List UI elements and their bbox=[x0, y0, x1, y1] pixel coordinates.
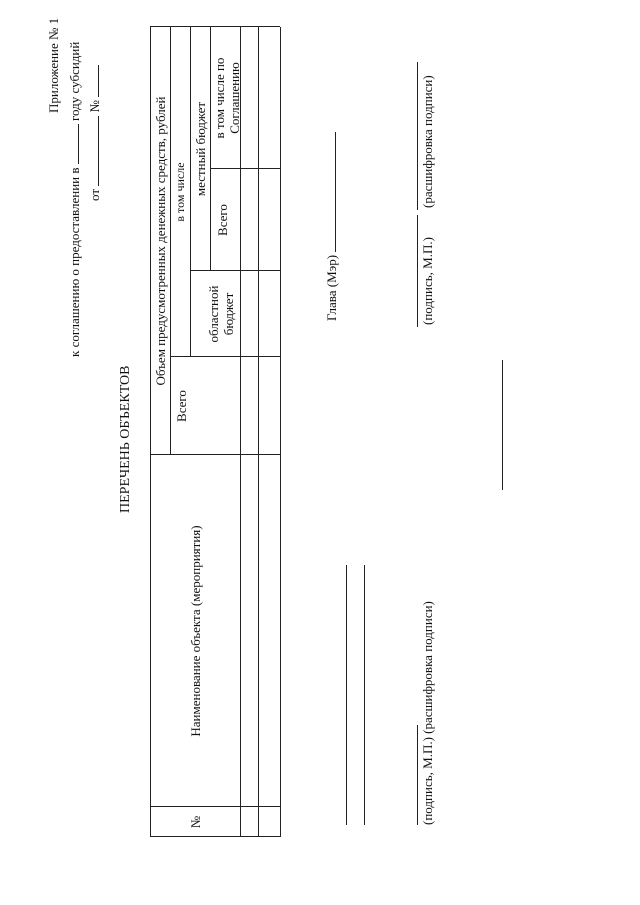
col-header-including: в том числе bbox=[172, 162, 187, 222]
number-label: № bbox=[87, 100, 102, 113]
left-signature-caption: (подпись, М.П.) (расшифровка подписи) bbox=[420, 601, 435, 825]
col-header-regional-budget bbox=[190, 271, 280, 357]
middle-signature-line bbox=[502, 360, 503, 490]
col-header-local-agreement bbox=[210, 27, 244, 169]
col-header-regional-line2: бюджет bbox=[221, 292, 236, 336]
head-signature-blank bbox=[323, 132, 336, 252]
col-header-volume: Объем предусмотренных денежных средств, рублей bbox=[152, 96, 168, 386]
agreement-prefix: к соглашению о предоставлении в bbox=[67, 167, 82, 357]
appendix-label: Приложение № 1 bbox=[46, 17, 61, 113]
date-number-line bbox=[86, 65, 102, 201]
head-signature-label bbox=[323, 132, 339, 321]
col-header-object-name: Наименование объекта (мероприятия) bbox=[187, 525, 203, 737]
agreement-line bbox=[66, 42, 82, 357]
page-title: ПЕРЕЧЕНЬ ОБЪЕКТОВ bbox=[118, 365, 133, 513]
col-header-agreement-line1: в том числе по bbox=[212, 57, 227, 139]
left-signature-line-2 bbox=[364, 565, 365, 825]
right-signature-caption-sign: (подпись, М.П.) bbox=[420, 237, 435, 325]
year-blank bbox=[66, 124, 79, 164]
right-signature-caption-decode: (расшифровка подписи) bbox=[420, 75, 435, 208]
agreement-suffix: году субсидий bbox=[67, 41, 82, 121]
date-blank bbox=[86, 116, 99, 186]
number-blank bbox=[86, 65, 99, 97]
right-caption-rule-sign bbox=[417, 215, 418, 327]
left-signature-line-1 bbox=[346, 565, 347, 825]
col-header-regional-line1: областной bbox=[206, 285, 221, 343]
left-caption-rule bbox=[417, 725, 418, 825]
col-header-number: № bbox=[187, 815, 203, 829]
date-from-label: от bbox=[87, 188, 102, 201]
col-header-agreement-line2: Соглашению bbox=[227, 62, 242, 134]
objects-table bbox=[150, 27, 280, 837]
col-header-local-total: Всего bbox=[214, 204, 230, 236]
head-label: Глава (Мэр) bbox=[324, 254, 339, 321]
right-caption-rule-decode bbox=[417, 62, 418, 210]
col-header-local-budget: местный бюджет bbox=[192, 101, 208, 197]
col-header-total: Всего bbox=[173, 390, 189, 422]
